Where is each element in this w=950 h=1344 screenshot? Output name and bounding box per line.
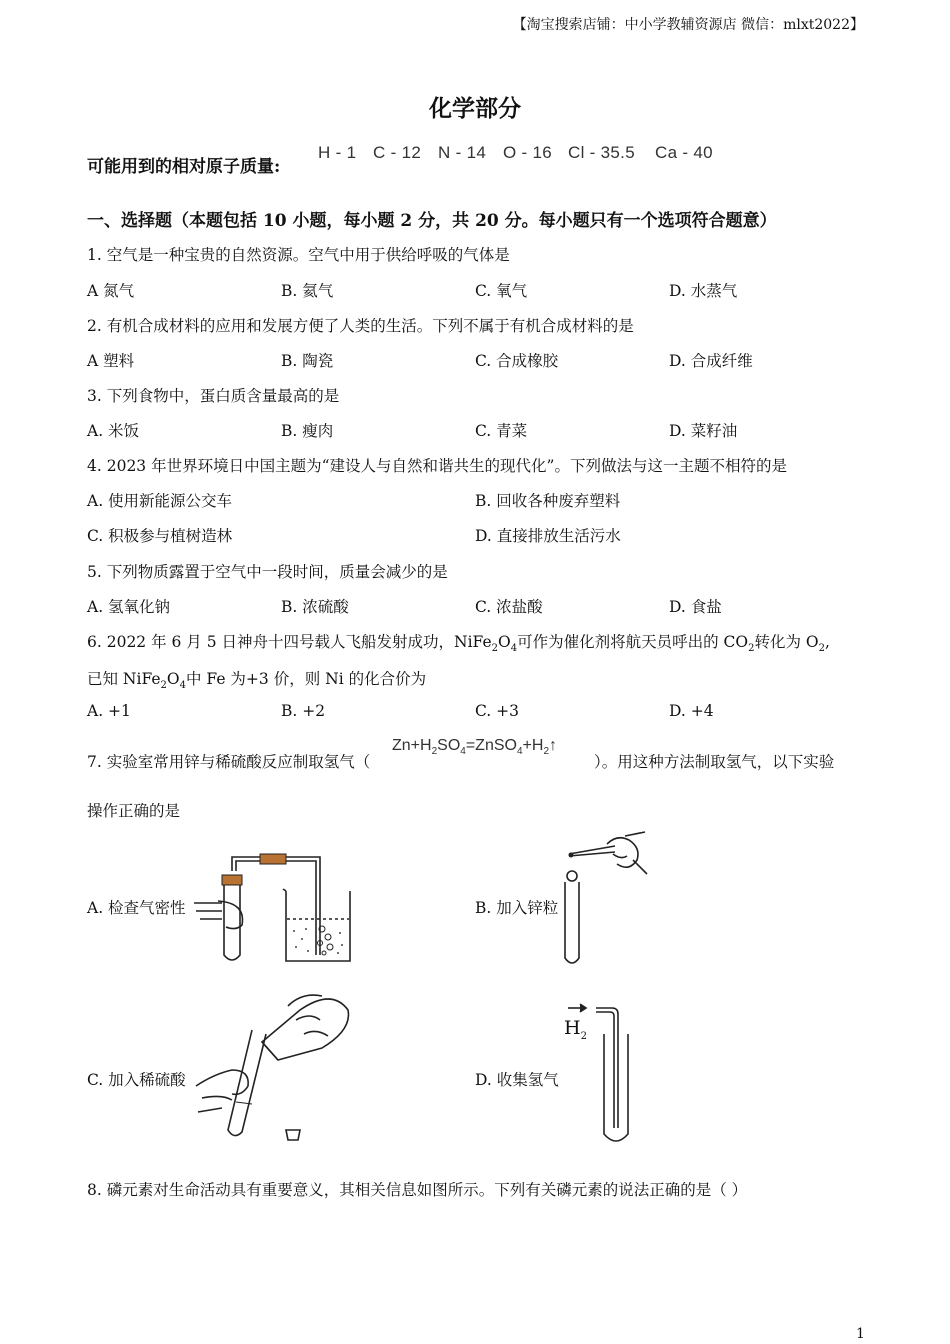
q3-option-c: C. 青菜 — [475, 422, 528, 440]
q4-option-a: A. 使用新能源公交车 — [87, 492, 233, 510]
q3-option-d: D. 菜籽油 — [669, 422, 738, 440]
figure-d-h2-label: $H_2$ — [564, 1017, 587, 1042]
atomic-mass-n: N - 14 — [438, 143, 487, 162]
q4-option-d: D. 直接排放生活污水 — [475, 527, 621, 545]
atomic-mass-ca: Ca - 40 — [655, 143, 713, 162]
figure-b-adding-zinc — [555, 830, 655, 970]
q2-option-d: D. 合成纤维 — [669, 352, 753, 370]
question-7-stem-line2: 操作正确的是 — [87, 802, 181, 820]
q3-option-b: B. 瘦肉 — [281, 422, 334, 440]
q1-option-a: A 氮气 — [87, 282, 135, 300]
question-5-stem: 5. 下列物质露置于空气中一段时间，质量会减少的是 — [87, 563, 448, 581]
question-1-stem: 1. 空气是一种宝贵的自然资源。空气中用于供给呼吸的气体是 — [87, 246, 510, 264]
page-title: 化学部分 — [429, 95, 521, 122]
page-number: 1 — [856, 1326, 865, 1342]
q2-option-b: B. 陶瓷 — [281, 352, 334, 370]
q3-option-a: A. 米饭 — [87, 422, 140, 440]
q6-option-c: C. +3 — [475, 702, 520, 720]
shop-header-note: 【淘宝搜索店铺：中小学教辅资源店 微信：mlxt2022】 — [512, 17, 864, 33]
q4-option-b: B. 回收各种废弃塑料 — [475, 492, 621, 510]
q7-option-b-label: B. 加入锌粒 — [475, 899, 559, 917]
atomic-mass-o: O - 16 — [503, 143, 553, 162]
q5-option-c: C. 浓盐酸 — [475, 598, 543, 616]
atomic-mass-c: C - 12 — [373, 143, 422, 162]
question-6-stem-line1: 6. 2022 年 6 月 5 日神舟十四号载人飞船发射成功，$NiFe_2O_4$可作为催化剂将航天员呼出的 $CO_2$转化为 $O_2$, — [87, 633, 830, 655]
q6-option-b: B. +2 — [281, 702, 326, 720]
question-8-stem: 8. 磷元素对生命活动具有重要意义，其相关信息如图所示。下列有关磷元素的说法正确的是（ ） — [87, 1181, 748, 1199]
q5-option-d: D. 食盐 — [669, 598, 722, 616]
figure-c-adding-acid — [192, 990, 362, 1145]
q7-option-c-label: C. 加入稀硫酸 — [87, 1071, 186, 1089]
q7-option-a-label: A. 检查气密性 — [87, 899, 186, 917]
q4-option-c: C. 积极参与植树造林 — [87, 527, 233, 545]
q5-option-b: B. 浓硫酸 — [281, 598, 349, 616]
q1-option-b: B. 氦气 — [281, 282, 334, 300]
atomic-mass-h: H - 1 — [318, 143, 357, 162]
atomic-mass-cl: Cl - 35.5 — [568, 143, 635, 162]
q6-option-d: D. +4 — [669, 702, 714, 720]
question-7-stem-part1: 7. 实验室常用锌与稀硫酸反应制取氢气（ — [87, 753, 371, 771]
question-4-stem: 4. 2023 年世界环境日中国主题为“建设人与自然和谐共生的现代化”。下列做法与这一主题不相符的是 — [87, 457, 787, 475]
q1-option-d: D. 水蒸气 — [669, 282, 738, 300]
q2-option-c: C. 合成橡胶 — [475, 352, 559, 370]
q6-option-a: A. +1 — [87, 702, 131, 720]
question-6-stem-line2: 已知 $NiFe_2O_4$中 Fe 为+3 价，则 Ni 的化合价为 — [87, 670, 427, 692]
q7-chemical-equation: $Zn+H_2SO_4=ZnSO_4+H_2↑$ — [392, 737, 557, 758]
figure-a-airtightness-check — [190, 845, 360, 970]
q7-option-d-label: D. 收集氢气 — [475, 1071, 559, 1089]
q5-option-a: A. 氢氧化钠 — [87, 598, 171, 616]
atomic-mass-label: 可能用到的相对原子质量: — [87, 157, 281, 177]
question-3-stem: 3. 下列食物中，蛋白质含量最高的是 — [87, 387, 340, 405]
q1-option-c: C. 氧气 — [475, 282, 528, 300]
question-7-stem-part2: ）。用这种方法制取氢气，以下实验 — [594, 753, 835, 771]
question-2-stem: 2. 有机合成材料的应用和发展方便了人类的生活。下列不属于有机合成材料的是 — [87, 317, 634, 335]
q2-option-a: A 塑料 — [87, 352, 135, 370]
section-heading: 一、选择题（本题包括 10 小题，每小题 2 分，共 20 分。每小题只有一个选项符合题意） — [87, 211, 777, 231]
